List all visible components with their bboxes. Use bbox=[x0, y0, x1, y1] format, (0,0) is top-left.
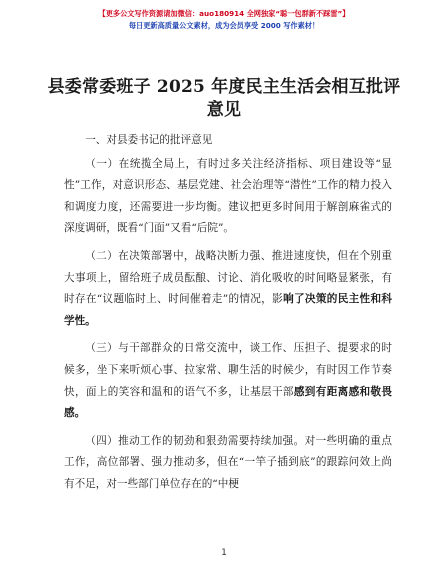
paragraph-4 bbox=[64, 431, 392, 496]
paragraph-2-emphasis: 响了决策的民主性和科学性。 bbox=[64, 293, 392, 327]
document-title: 县委常委班子 2025 年度民主生活会相互批评意见 bbox=[47, 77, 401, 120]
paragraph-1 bbox=[64, 154, 392, 240]
promo-line-2: 每日更新高质量公文素材，成为会员享受 2000 写作素材！ bbox=[128, 21, 320, 30]
section-heading: 一、对县委书记的批评意见 bbox=[85, 134, 213, 146]
paragraph-3-emphasis: 感到有距离感和敬畏感。 bbox=[64, 385, 393, 420]
page-number: 1 bbox=[221, 548, 227, 558]
paragraph-2-text: （二）在决策部署中，战略决断力强、推进速度快，但在个别重大事项上，留给班子成员酝酿、讨论、消化吸收的时间略显紧张，有时存在“议题临时上、时间催着走”的情况，影 bbox=[64, 249, 392, 306]
paragraph-2 bbox=[64, 246, 392, 332]
paragraph-1-text: （一）在统揽全局上，有时过多关注经济指标、项目建设等“显性”工作，对意识形态、基层党建、社会治理等“潜性”工作的精力投入和调度力度，还需要进一步均衡。建议把更多时间用于解剖麻雀式的深度调研，既看“门面”又看“后院”。 bbox=[64, 157, 392, 235]
paragraph-3-text: （三）与干部群众的日常交流中，谈工作、压担子、提要求的时候多，坐下来听烦心事、拉家常、聊生活的时候少，有时因工作节奏快，面上的笑容和温和的语气不多，让基层干部 bbox=[64, 342, 392, 398]
document-body bbox=[64, 130, 392, 502]
paragraph-3 bbox=[64, 338, 392, 424]
promo-line-1: 【更多公文写作资源请加微信：auo180914 全网独家“聪一包群新不踩雷”】 bbox=[98, 9, 350, 18]
paragraph-4-text: （四）推动工作的韧劲和狠劲需要持续加强。对一些明确的重点工作，高位部署、强力推动多，但在“一竿子插到底”的跟踪问效上尚有不足，对一些部门单位存在的“中梗 bbox=[64, 434, 392, 490]
promo-banner bbox=[0, 8, 448, 32]
